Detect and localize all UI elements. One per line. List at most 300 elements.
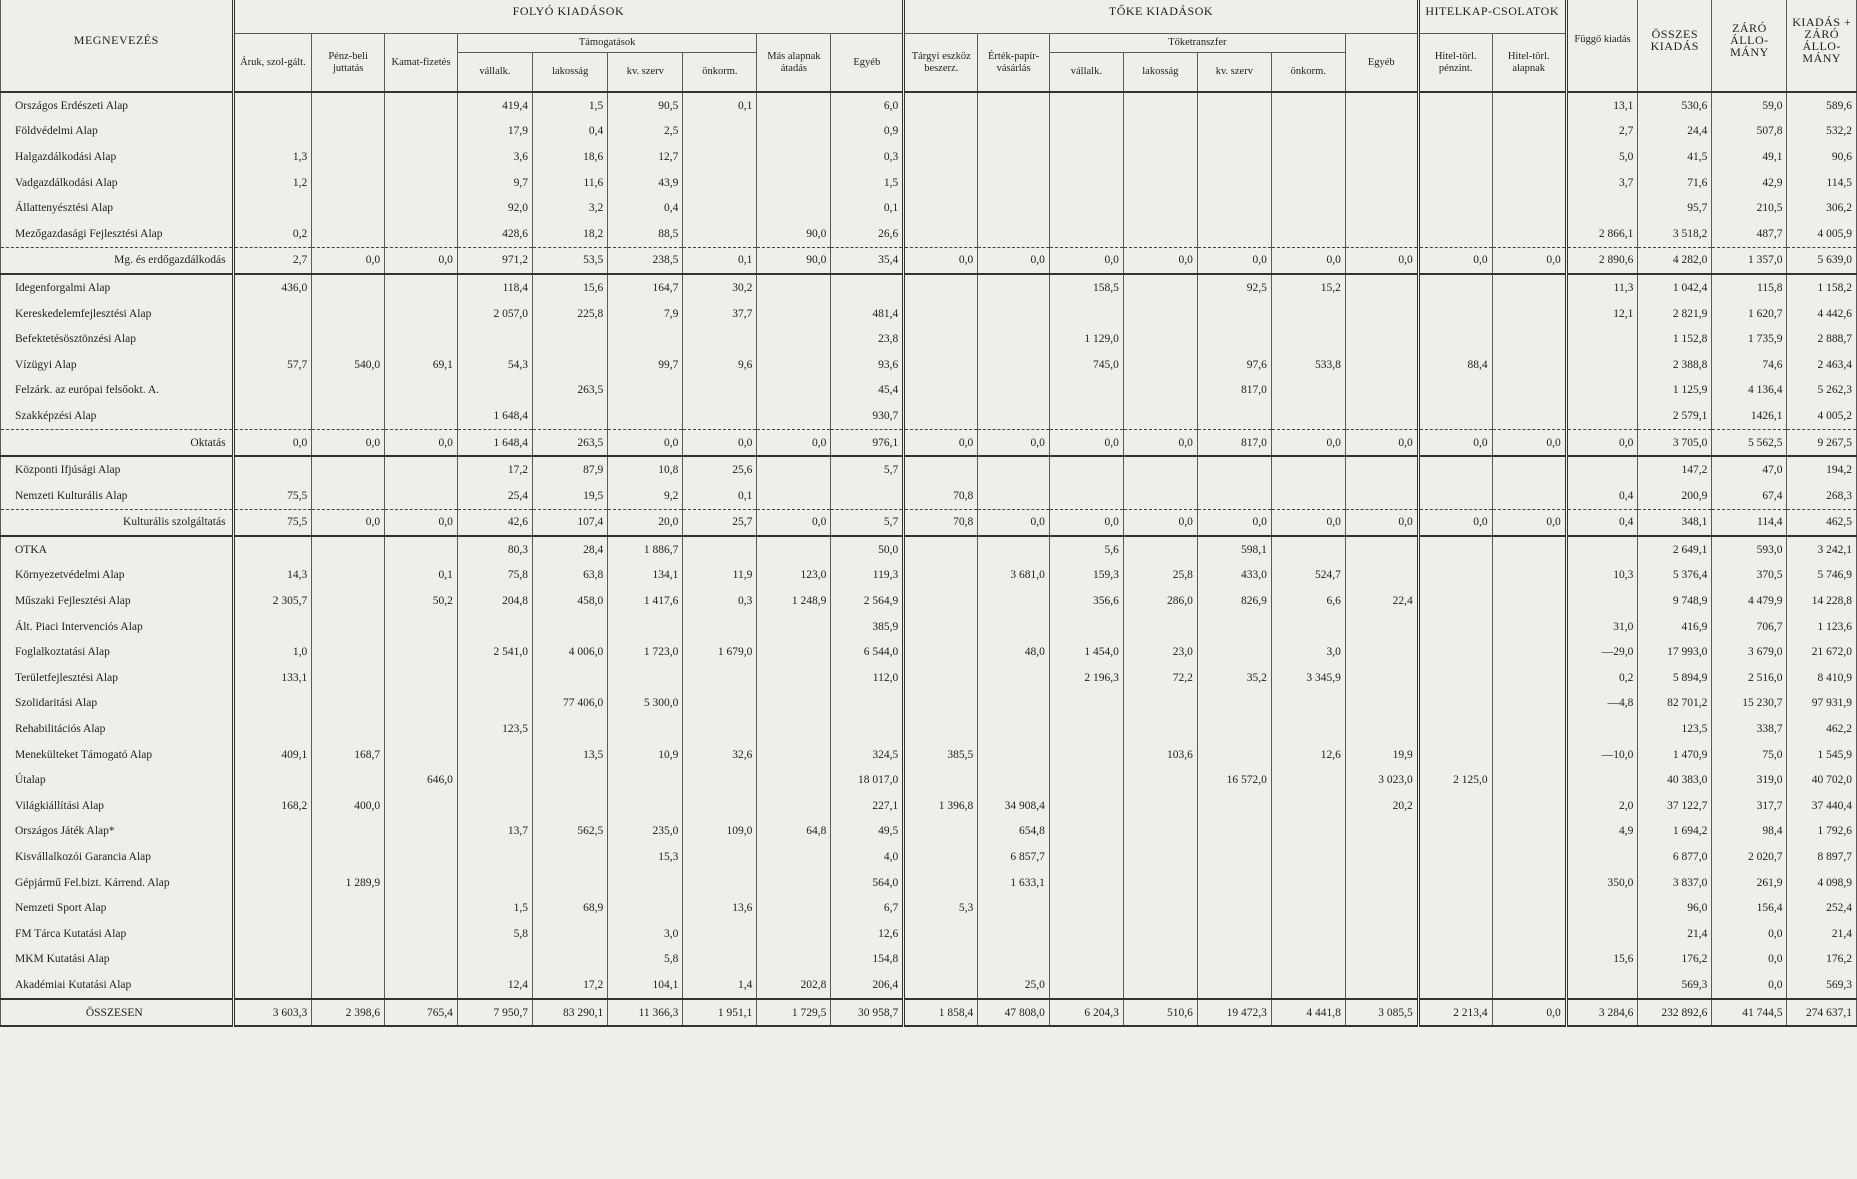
cell-value <box>978 92 1050 119</box>
cell-value <box>1049 947 1123 973</box>
cell-value <box>757 665 831 691</box>
cell-value <box>233 691 312 717</box>
cell-value: 0,0 <box>1049 247 1123 274</box>
cell-value: 0,4 <box>533 119 608 145</box>
cell-value <box>1123 767 1197 793</box>
cell-value: 35,4 <box>831 247 904 274</box>
cell-value <box>978 895 1050 921</box>
cell-value: 5 300,0 <box>608 691 683 717</box>
cell-value: 75,8 <box>457 563 532 589</box>
cell-value <box>457 793 532 819</box>
cell-value: 1 545,9 <box>1787 742 1857 768</box>
cell-value: 0,0 <box>1271 509 1345 536</box>
cell-value: 20,0 <box>608 509 683 536</box>
cell-value <box>385 793 458 819</box>
cell-value <box>385 274 458 301</box>
cell-value: 11 366,3 <box>608 999 683 1027</box>
cell-value <box>1492 691 1566 717</box>
cell-value: 88,4 <box>1418 352 1492 378</box>
cell-value: 25,7 <box>683 509 757 536</box>
cell-value <box>1345 819 1418 845</box>
cell-value: 9,7 <box>457 170 532 196</box>
cell-value <box>1049 221 1123 247</box>
cell-value: 9,2 <box>608 483 683 509</box>
cell-value <box>1271 378 1345 404</box>
cell-value: 6 857,7 <box>978 844 1050 870</box>
cell-value <box>1418 403 1492 429</box>
cell-value: 2 057,0 <box>457 301 532 327</box>
cell-value: 0,0 <box>1271 247 1345 274</box>
cell-value <box>978 614 1050 640</box>
cell-value: 15,6 <box>1566 947 1638 973</box>
cell-value <box>904 665 978 691</box>
cell-value <box>1049 716 1123 742</box>
cell-value <box>904 274 978 301</box>
cell-value <box>312 170 385 196</box>
cell-value: 268,3 <box>1787 483 1857 509</box>
cell-value <box>904 588 978 614</box>
cell-value: 3,7 <box>1566 170 1638 196</box>
cell-value <box>608 716 683 742</box>
cell-value <box>385 483 458 509</box>
cell-value <box>385 221 458 247</box>
cell-value: 416,9 <box>1638 614 1712 640</box>
cell-value: 13,1 <box>1566 92 1638 119</box>
cell-value: 115,8 <box>1712 274 1787 301</box>
cell-value: 147,2 <box>1638 456 1712 483</box>
cell-value <box>312 588 385 614</box>
cell-value <box>1418 921 1492 947</box>
cell-value <box>1345 144 1418 170</box>
cell-value <box>1345 326 1418 352</box>
cell-value: 0,0 <box>1197 247 1271 274</box>
cell-value <box>1418 972 1492 999</box>
cell-value <box>1197 691 1271 717</box>
cell-value: 92,5 <box>1197 274 1271 301</box>
cell-value <box>1345 92 1418 119</box>
cell-value <box>757 536 831 563</box>
cell-value <box>1492 972 1566 999</box>
cell-value: 481,4 <box>831 301 904 327</box>
cell-value: 6 877,0 <box>1638 844 1712 870</box>
cell-value: 4 136,4 <box>1712 378 1787 404</box>
cell-value <box>683 716 757 742</box>
cell-value <box>683 665 757 691</box>
cell-value <box>1271 456 1345 483</box>
cell-value: 4 005,9 <box>1787 221 1857 247</box>
cell-value: 103,6 <box>1123 742 1197 768</box>
cell-value <box>1123 844 1197 870</box>
cell-value <box>1345 895 1418 921</box>
cell-value: 350,0 <box>1566 870 1638 896</box>
header-tam-vallalk: vállalk. <box>457 53 532 93</box>
cell-value <box>978 301 1050 327</box>
cell-value: 40 383,0 <box>1638 767 1712 793</box>
cell-value <box>904 716 978 742</box>
cell-value <box>1418 716 1492 742</box>
cell-value <box>312 378 385 404</box>
cell-value <box>1271 119 1345 145</box>
header-tt-vallalk: vállalk. <box>1049 53 1123 93</box>
cell-value <box>312 301 385 327</box>
cell-value <box>757 119 831 145</box>
cell-value <box>683 403 757 429</box>
header-ertekpapir: Érték-papír-vásárlás <box>978 34 1050 93</box>
cell-value <box>1492 588 1566 614</box>
cell-value: 10,3 <box>1566 563 1638 589</box>
cell-value: 5,6 <box>1049 536 1123 563</box>
cell-value: 9,6 <box>683 352 757 378</box>
cell-value <box>1345 352 1418 378</box>
cell-value <box>457 844 532 870</box>
cell-value <box>1049 614 1123 640</box>
cell-value <box>233 301 312 327</box>
cell-value: 5,8 <box>457 921 532 947</box>
cell-value <box>757 301 831 327</box>
cell-value <box>1345 844 1418 870</box>
cell-value: 24,4 <box>1638 119 1712 145</box>
cell-value <box>1049 819 1123 845</box>
cell-value: 70,8 <box>904 483 978 509</box>
cell-value: 0,4 <box>1566 483 1638 509</box>
cell-value <box>385 378 458 404</box>
cell-value <box>1418 819 1492 845</box>
cell-value: 42,6 <box>457 509 532 536</box>
cell-value <box>757 195 831 221</box>
cell-value: 16 572,0 <box>1197 767 1271 793</box>
cell-value <box>1492 895 1566 921</box>
cell-value: 1,5 <box>533 92 608 119</box>
table-row <box>1 716 1857 742</box>
cell-value: —10,0 <box>1566 742 1638 768</box>
cell-value <box>904 221 978 247</box>
cell-value: 319,0 <box>1712 767 1787 793</box>
cell-value: 90,0 <box>757 221 831 247</box>
cell-value <box>312 665 385 691</box>
cell-value <box>233 119 312 145</box>
cell-value <box>978 767 1050 793</box>
cell-value: 18,2 <box>533 221 608 247</box>
cell-value: 17,2 <box>457 456 532 483</box>
cell-value: 20,2 <box>1345 793 1418 819</box>
cell-value <box>1049 793 1123 819</box>
cell-value: 9 267,5 <box>1787 429 1857 456</box>
cell-value <box>385 301 458 327</box>
cell-value: 765,4 <box>385 999 458 1027</box>
cell-value: 3 242,1 <box>1787 536 1857 563</box>
cell-value <box>1418 742 1492 768</box>
cell-value: 261,9 <box>1712 870 1787 896</box>
cell-value <box>1049 742 1123 768</box>
cell-value <box>1492 403 1566 429</box>
cell-value <box>1492 819 1566 845</box>
cell-value <box>533 870 608 896</box>
cell-value: 0,0 <box>1712 972 1787 999</box>
cell-value <box>385 921 458 947</box>
cell-value: 3 837,0 <box>1638 870 1712 896</box>
cell-value <box>978 378 1050 404</box>
row-label: Befektetésösztönzési Alap <box>1 326 234 352</box>
cell-value: 5,3 <box>904 895 978 921</box>
cell-value <box>1123 536 1197 563</box>
cell-value: 12,6 <box>1271 742 1345 768</box>
row-label: Kisvállalkozói Garancia Alap <box>1 844 234 870</box>
cell-value <box>757 793 831 819</box>
table-row <box>1 742 1857 768</box>
cell-value <box>978 403 1050 429</box>
cell-value: 507,8 <box>1712 119 1787 145</box>
cell-value <box>1197 819 1271 845</box>
cell-value <box>978 921 1050 947</box>
header-kamatfizetes: Kamat-fizetés <box>385 34 458 93</box>
cell-value <box>978 274 1050 301</box>
cell-value: 0,0 <box>683 429 757 456</box>
cell-value: 19 472,3 <box>1197 999 1271 1027</box>
cell-value <box>385 895 458 921</box>
header-tt-lakossag: lakosság <box>1123 53 1197 93</box>
cell-value <box>1123 403 1197 429</box>
cell-value: 745,0 <box>1049 352 1123 378</box>
cell-value: 119,3 <box>831 563 904 589</box>
cell-value: 114,5 <box>1787 170 1857 196</box>
cell-value: 176,2 <box>1638 947 1712 973</box>
cell-value: 3 284,6 <box>1566 999 1638 1027</box>
cell-value <box>312 144 385 170</box>
cell-value <box>1566 403 1638 429</box>
cell-value: 12,4 <box>457 972 532 999</box>
cell-value <box>904 352 978 378</box>
cell-value <box>385 716 458 742</box>
cell-value: 0,0 <box>978 429 1050 456</box>
cell-value <box>1049 767 1123 793</box>
cell-value: 82 701,2 <box>1638 691 1712 717</box>
cell-value: 37 440,4 <box>1787 793 1857 819</box>
cell-value: 569,3 <box>1638 972 1712 999</box>
cell-value <box>312 536 385 563</box>
cell-value: 83 290,1 <box>533 999 608 1027</box>
cell-value: 263,5 <box>533 429 608 456</box>
cell-value: 6,0 <box>831 92 904 119</box>
cell-value: 74,6 <box>1712 352 1787 378</box>
cell-value: 1,4 <box>683 972 757 999</box>
cell-value <box>1345 947 1418 973</box>
cell-value <box>683 691 757 717</box>
cell-value: 80,3 <box>457 536 532 563</box>
cell-value: 0,0 <box>1345 247 1418 274</box>
cell-value <box>457 767 532 793</box>
cell-value: 3 681,0 <box>978 563 1050 589</box>
cell-value <box>1049 483 1123 509</box>
row-label: Menekülteket Támogató Alap <box>1 742 234 768</box>
cell-value <box>904 326 978 352</box>
cell-value: 202,8 <box>757 972 831 999</box>
cell-value <box>1566 195 1638 221</box>
cell-value: 11,3 <box>1566 274 1638 301</box>
cell-value <box>757 639 831 665</box>
cell-value: 436,0 <box>233 274 312 301</box>
cell-value: 3,0 <box>1271 639 1345 665</box>
cell-value: 5 562,5 <box>1712 429 1787 456</box>
cell-value: 23,8 <box>831 326 904 352</box>
cell-value <box>1418 326 1492 352</box>
cell-value: 50,0 <box>831 536 904 563</box>
cell-value <box>233 819 312 845</box>
cell-value <box>1123 274 1197 301</box>
cell-value: 4 006,0 <box>533 639 608 665</box>
cell-value: 98,4 <box>1712 819 1787 845</box>
row-label: Idegenforgalmi Alap <box>1 274 234 301</box>
cell-value <box>1049 170 1123 196</box>
cell-value <box>1123 870 1197 896</box>
row-label: FM Tárca Kutatási Alap <box>1 921 234 947</box>
table-row <box>1 639 1857 665</box>
cell-value: 90,6 <box>1787 144 1857 170</box>
cell-value: 71,6 <box>1638 170 1712 196</box>
cell-value: 176,2 <box>1787 947 1857 973</box>
cell-value: 123,0 <box>757 563 831 589</box>
cell-value <box>1492 456 1566 483</box>
cell-value <box>1123 170 1197 196</box>
cell-value <box>1345 639 1418 665</box>
cell-value: 11,6 <box>533 170 608 196</box>
cell-value: 2 125,0 <box>1418 767 1492 793</box>
cell-value <box>1492 170 1566 196</box>
cell-value: 112,0 <box>831 665 904 691</box>
cell-value <box>904 378 978 404</box>
cell-value <box>233 895 312 921</box>
cell-value <box>1418 274 1492 301</box>
cell-value <box>1492 947 1566 973</box>
cell-value: 1426,1 <box>1712 403 1787 429</box>
cell-value <box>1418 144 1492 170</box>
row-label: Foglalkoztatási Alap <box>1 639 234 665</box>
cell-value: 64,8 <box>757 819 831 845</box>
cell-value <box>233 844 312 870</box>
header-tt-onkorm: önkorm. <box>1271 53 1345 93</box>
cell-value: 123,5 <box>457 716 532 742</box>
cell-value <box>683 119 757 145</box>
cell-value <box>904 144 978 170</box>
cell-value <box>683 614 757 640</box>
cell-value <box>1418 456 1492 483</box>
cell-value: 3 023,0 <box>1345 767 1418 793</box>
cell-value: 0,9 <box>831 119 904 145</box>
cell-value: 0,1 <box>683 92 757 119</box>
cell-value: 3,6 <box>457 144 532 170</box>
cell-value <box>1123 195 1197 221</box>
cell-value <box>385 665 458 691</box>
cell-value <box>978 352 1050 378</box>
cell-value: 92,0 <box>457 195 532 221</box>
cell-value <box>1418 844 1492 870</box>
cell-value: 72,2 <box>1123 665 1197 691</box>
cell-value <box>233 972 312 999</box>
cell-value <box>385 947 458 973</box>
cell-value <box>1566 767 1638 793</box>
cell-value <box>457 326 532 352</box>
cell-value <box>457 378 532 404</box>
cell-value <box>978 456 1050 483</box>
cell-value: 1,5 <box>457 895 532 921</box>
table-row <box>1 92 1857 119</box>
cell-value: 77 406,0 <box>533 691 608 717</box>
cell-value <box>1418 170 1492 196</box>
cell-value <box>978 144 1050 170</box>
cell-value <box>312 716 385 742</box>
cell-value: 409,1 <box>233 742 312 768</box>
cell-value: 646,0 <box>385 767 458 793</box>
cell-value <box>1271 144 1345 170</box>
cell-value <box>1492 742 1566 768</box>
cell-value <box>978 170 1050 196</box>
cell-value <box>831 483 904 509</box>
cell-value: 34 908,4 <box>978 793 1050 819</box>
table-row <box>1 793 1857 819</box>
cell-value <box>904 403 978 429</box>
cell-value <box>1418 378 1492 404</box>
cell-value: 589,6 <box>1787 92 1857 119</box>
cell-value <box>1197 870 1271 896</box>
cell-value: 0,0 <box>757 509 831 536</box>
cell-value <box>1418 301 1492 327</box>
cell-value <box>1492 793 1566 819</box>
cell-value <box>1345 378 1418 404</box>
cell-value: 21,4 <box>1787 921 1857 947</box>
table-row <box>1 144 1857 170</box>
cell-value: 70,8 <box>904 509 978 536</box>
cell-value <box>608 378 683 404</box>
cell-value <box>683 536 757 563</box>
cell-value <box>904 92 978 119</box>
cell-value <box>1271 170 1345 196</box>
cell-value <box>1271 921 1345 947</box>
cell-value <box>1566 895 1638 921</box>
cell-value <box>904 301 978 327</box>
header-hiteltorl-alapnak: Hitel-törl. alapnak <box>1492 34 1566 93</box>
cell-value <box>1345 563 1418 589</box>
cell-value <box>831 716 904 742</box>
cell-value <box>1345 536 1418 563</box>
header-tam-kvszerv: kv. szerv <box>608 53 683 93</box>
cell-value <box>1271 536 1345 563</box>
cell-value <box>312 844 385 870</box>
cell-value <box>233 947 312 973</box>
cell-value: 3,2 <box>533 195 608 221</box>
cell-value: 817,0 <box>1197 378 1271 404</box>
cell-value <box>1049 972 1123 999</box>
cell-value: 0,4 <box>608 195 683 221</box>
table-body <box>1 92 1857 1026</box>
cell-value <box>1418 614 1492 640</box>
cell-value: 1 417,6 <box>608 588 683 614</box>
cell-value <box>385 639 458 665</box>
cell-value: 0,0 <box>978 509 1050 536</box>
cell-value: 1 123,6 <box>1787 614 1857 640</box>
cell-value: 14,3 <box>233 563 312 589</box>
cell-value <box>233 195 312 221</box>
cell-value: 5,0 <box>1566 144 1638 170</box>
cell-value: 9 748,9 <box>1638 588 1712 614</box>
cell-value: 15 230,7 <box>1712 691 1787 717</box>
cell-value: 2 579,1 <box>1638 403 1712 429</box>
cell-value <box>757 92 831 119</box>
cell-value <box>1418 588 1492 614</box>
cell-value: 1 289,9 <box>312 870 385 896</box>
cell-value <box>1049 870 1123 896</box>
cell-value <box>1197 456 1271 483</box>
cell-value <box>1492 614 1566 640</box>
cell-value <box>978 691 1050 717</box>
